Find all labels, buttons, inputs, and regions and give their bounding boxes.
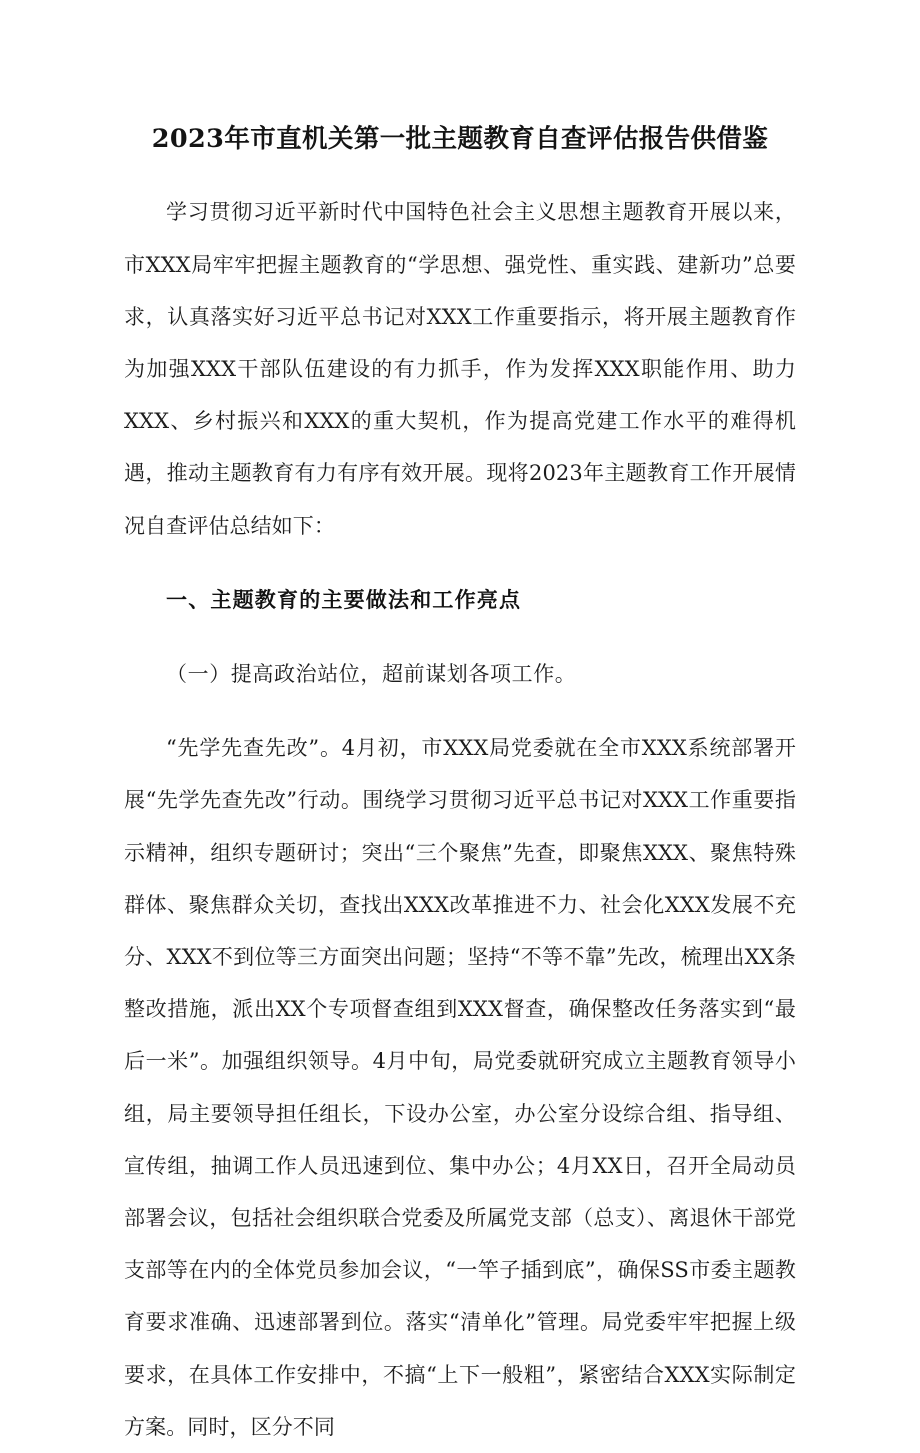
- paragraph-intro: 学习贯彻习近平新时代中国特色社会主义思想主题教育开展以来，市XXX局牢牢把握主题教育的“学思想、强党性、重实践、建新功”总要求，认真落实好习近平总书记对XXX工作重要指示，将开展主题教育作为加强XXX干部队伍建设的有力抓手，作为发挥XXX职能作用、助力XXX、乡村振兴和XXX的重大契机，作为提高党建工作水平的难得机遇，推动主题教育有力有序有效开展。现将2023年主题教育工作开展情况自查评估总结如下：: [124, 200, 796, 538]
- section-heading-1: 一、主题教育的主要做法和工作亮点: [166, 586, 522, 612]
- page-title: 2023年市直机关第一批主题教育自查评估报告供借鉴: [151, 124, 769, 154]
- document-body: [124, 0, 796, 1453]
- subsection-heading-1-1: （一）提高政治站位，超前谋划各项工作。: [166, 662, 577, 687]
- paragraph-section-1-1-body: “先学先查先改”。4月初，市XXX局党委就在全市XXX系统部署开展“先学先查先改”行动。围绕学习贯彻习近平总书记对XXX工作重要指示精神，组织专题研讨；突出“三个聚焦”先查，即聚焦XXX、聚焦特殊群体、聚焦群众关切，查找出XXX改革推进不力、社会化XXX发展不充分、XXX不到位等三方面突出问题；坚持“不等不靠”先改，梳理出XX条整改措施，派出XX个专项督查组到XXX督查，确保整改任务落实到“最后一米”。加强组织领导。4月中旬，局党委就研究成立主题教育领导小组，局主要领导担任组长，下设办公室，办公室分设综合组、指导组、宣传组，抽调工作人员迅速到位、集中办公；4月XX日，召开全局动员部署会议，包括社会组织联合党委及所属党支部（总支）、离退休干部党支部等在内的全体党员参加会议，“一竿子插到底”，确保SS市委主题教育要求准确、迅速部署到位。落实“清单化”管理。局党委牢牢把握上级要求，在具体工作安排中，不搞“上下一般粗”，紧密结合XXX实际制定方案。同时，区分不同: [124, 736, 796, 1439]
